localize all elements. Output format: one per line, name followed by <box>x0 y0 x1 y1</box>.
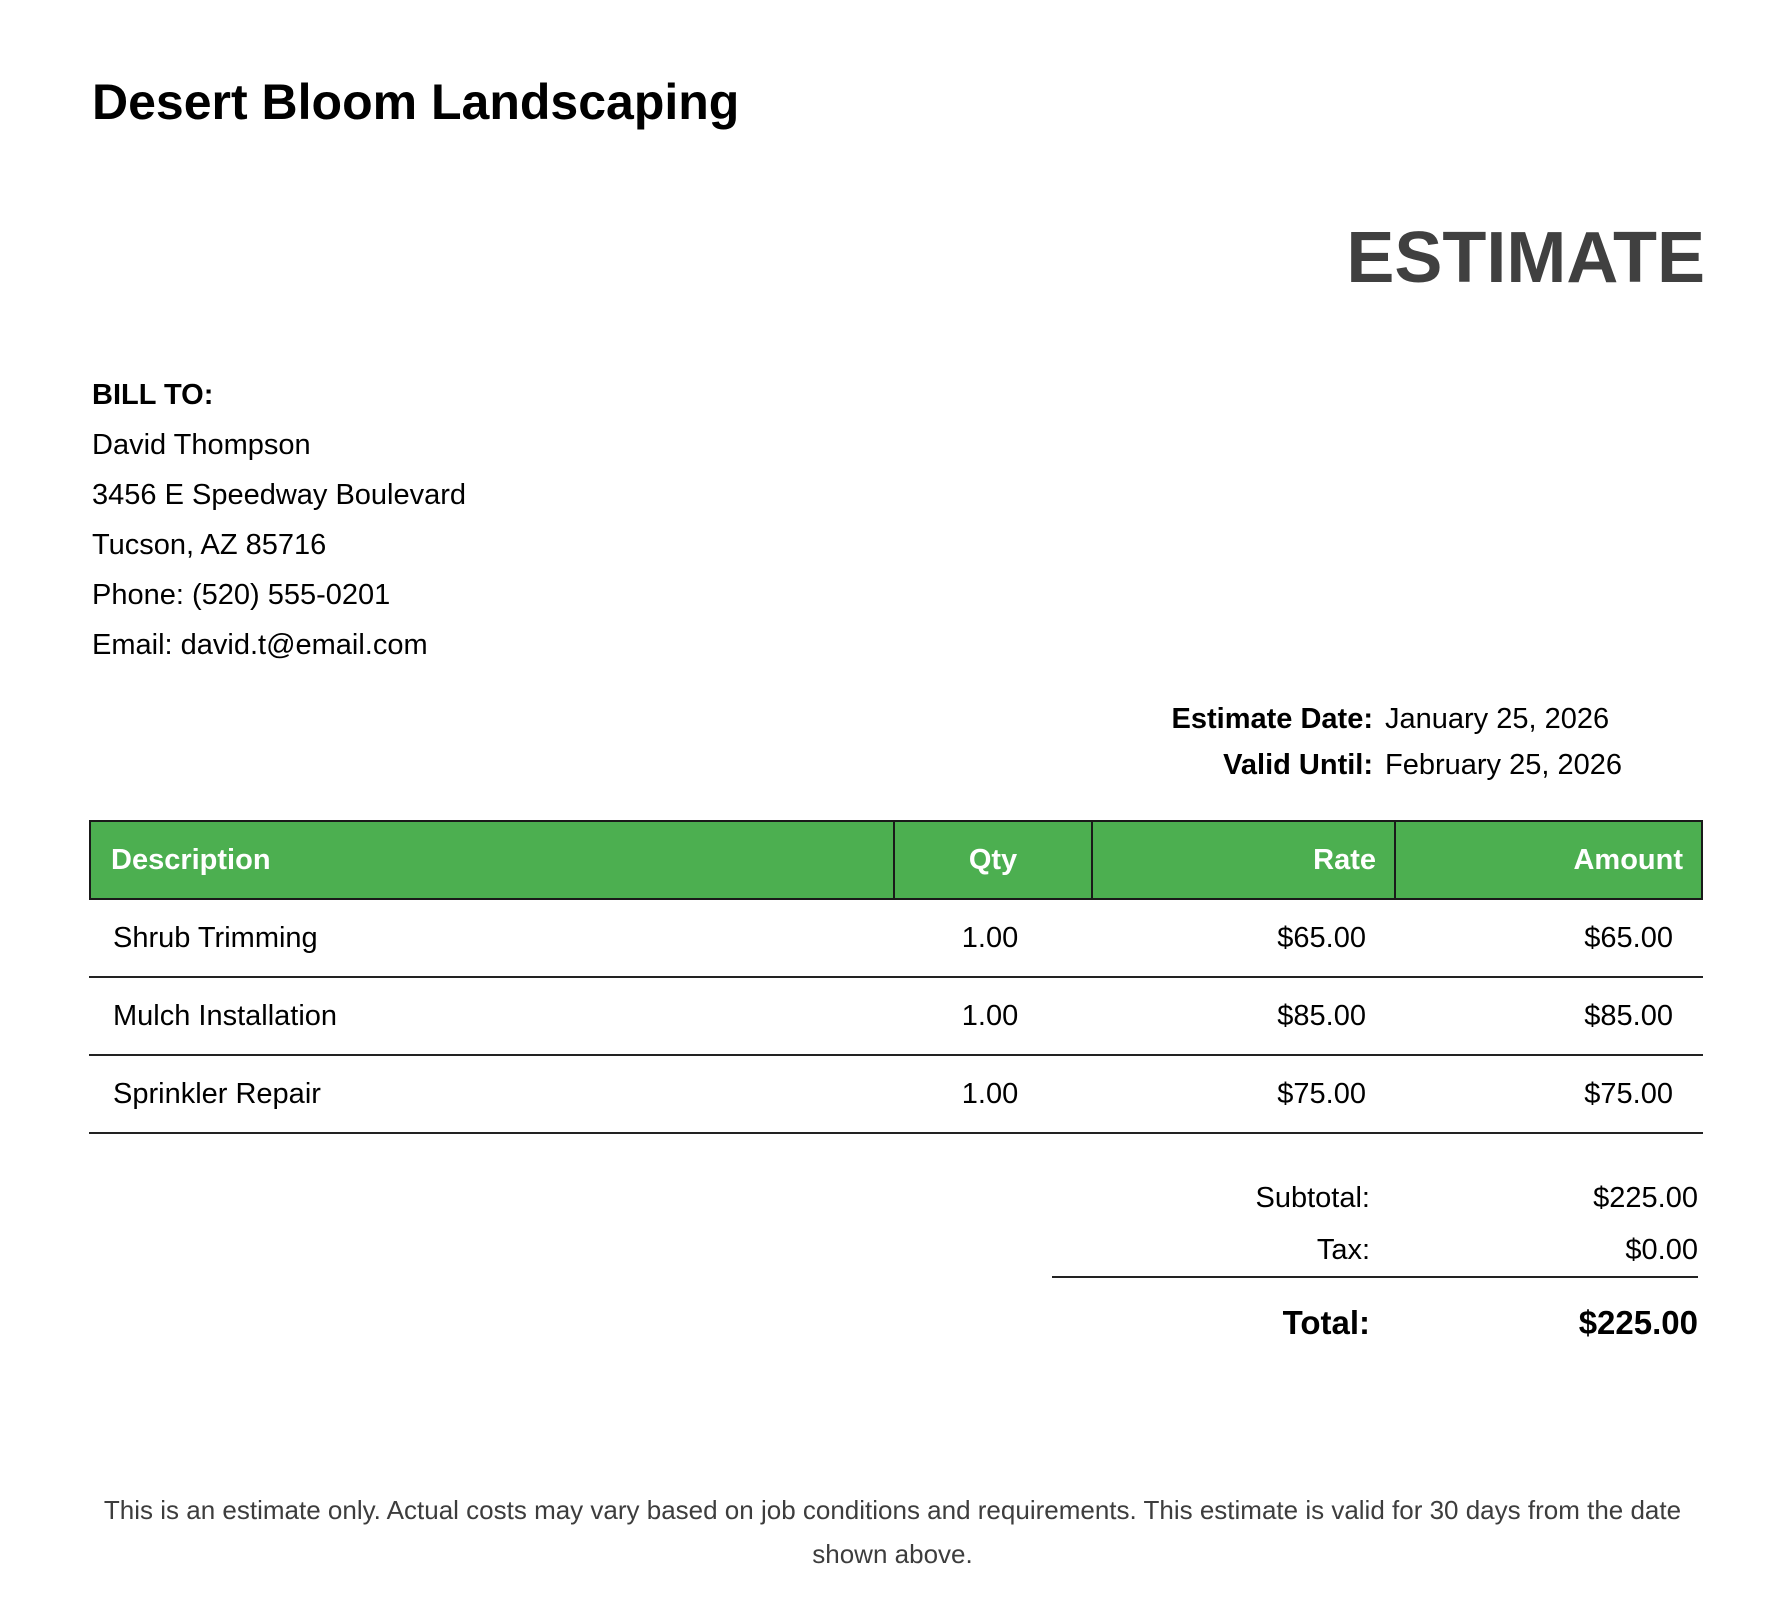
header-amount: Amount <box>1394 822 1701 898</box>
row-qty: 1.00 <box>961 1077 1019 1110</box>
valid-until-value: February 25, 2026 <box>1385 749 1622 781</box>
footer-disclaimer: This is an estimate only. Actual costs may vary based on job conditions and requirements. This estimate is valid for 30 days from the date shown above. <box>103 1495 1682 1569</box>
estimate-date-value: January 25, 2026 <box>1385 703 1610 735</box>
header-rate: Rate <box>1091 822 1394 898</box>
header-qty: Qty <box>893 822 1091 898</box>
header-description: Description <box>111 843 271 876</box>
row-description: Sprinkler Repair <box>113 1077 321 1110</box>
bill-to-label: BILL TO: <box>92 379 214 411</box>
row-amount: $65.00 <box>1584 921 1673 954</box>
line-items-table <box>89 820 1703 1134</box>
row-amount: $75.00 <box>1584 1077 1673 1110</box>
valid-until-row <box>859 742 1705 788</box>
row-description: Mulch Installation <box>113 999 338 1032</box>
row-amount: $85.00 <box>1584 999 1673 1032</box>
subtotal-row <box>1052 1172 1698 1224</box>
estimate-date-row <box>859 696 1705 742</box>
subtotal-label: Subtotal: <box>1255 1181 1370 1214</box>
bill-to-section <box>92 370 466 670</box>
row-qty: 1.00 <box>961 999 1019 1032</box>
table-row <box>89 978 1703 1056</box>
subtotal-value: $225.00 <box>1593 1181 1698 1214</box>
bill-to-name: David Thompson <box>92 429 311 461</box>
bill-to-email: Email: david.t@email.com <box>92 629 428 661</box>
grand-total-label: Total: <box>1282 1304 1370 1341</box>
totals-section <box>1052 1172 1698 1368</box>
document-type-title: ESTIMATE <box>1346 218 1705 298</box>
estimate-date-label: Estimate Date: <box>1171 703 1373 735</box>
row-qty: 1.00 <box>961 921 1019 954</box>
table-row <box>89 900 1703 978</box>
tax-label: Tax: <box>1316 1233 1370 1266</box>
bill-to-address-line1: 3456 E Speedway Boulevard <box>92 479 467 511</box>
valid-until-label: Valid Until: <box>1223 749 1373 781</box>
tax-value: $0.00 <box>1625 1233 1698 1266</box>
grand-total-row <box>1052 1278 1698 1368</box>
tax-row <box>1052 1224 1698 1276</box>
dates-section <box>859 696 1705 788</box>
row-rate: $85.00 <box>1277 999 1366 1032</box>
table-row <box>89 1056 1703 1134</box>
row-rate: $75.00 <box>1277 1077 1366 1110</box>
bill-to-phone: Phone: (520) 555-0201 <box>92 579 391 611</box>
company-name: Desert Bloom Landscaping <box>92 74 740 130</box>
table-header-row <box>89 820 1703 900</box>
bill-to-address-line2: Tucson, AZ 85716 <box>92 529 327 561</box>
grand-total-value: $225.00 <box>1578 1304 1698 1341</box>
row-description: Shrub Trimming <box>113 921 318 954</box>
row-rate: $65.00 <box>1277 921 1366 954</box>
